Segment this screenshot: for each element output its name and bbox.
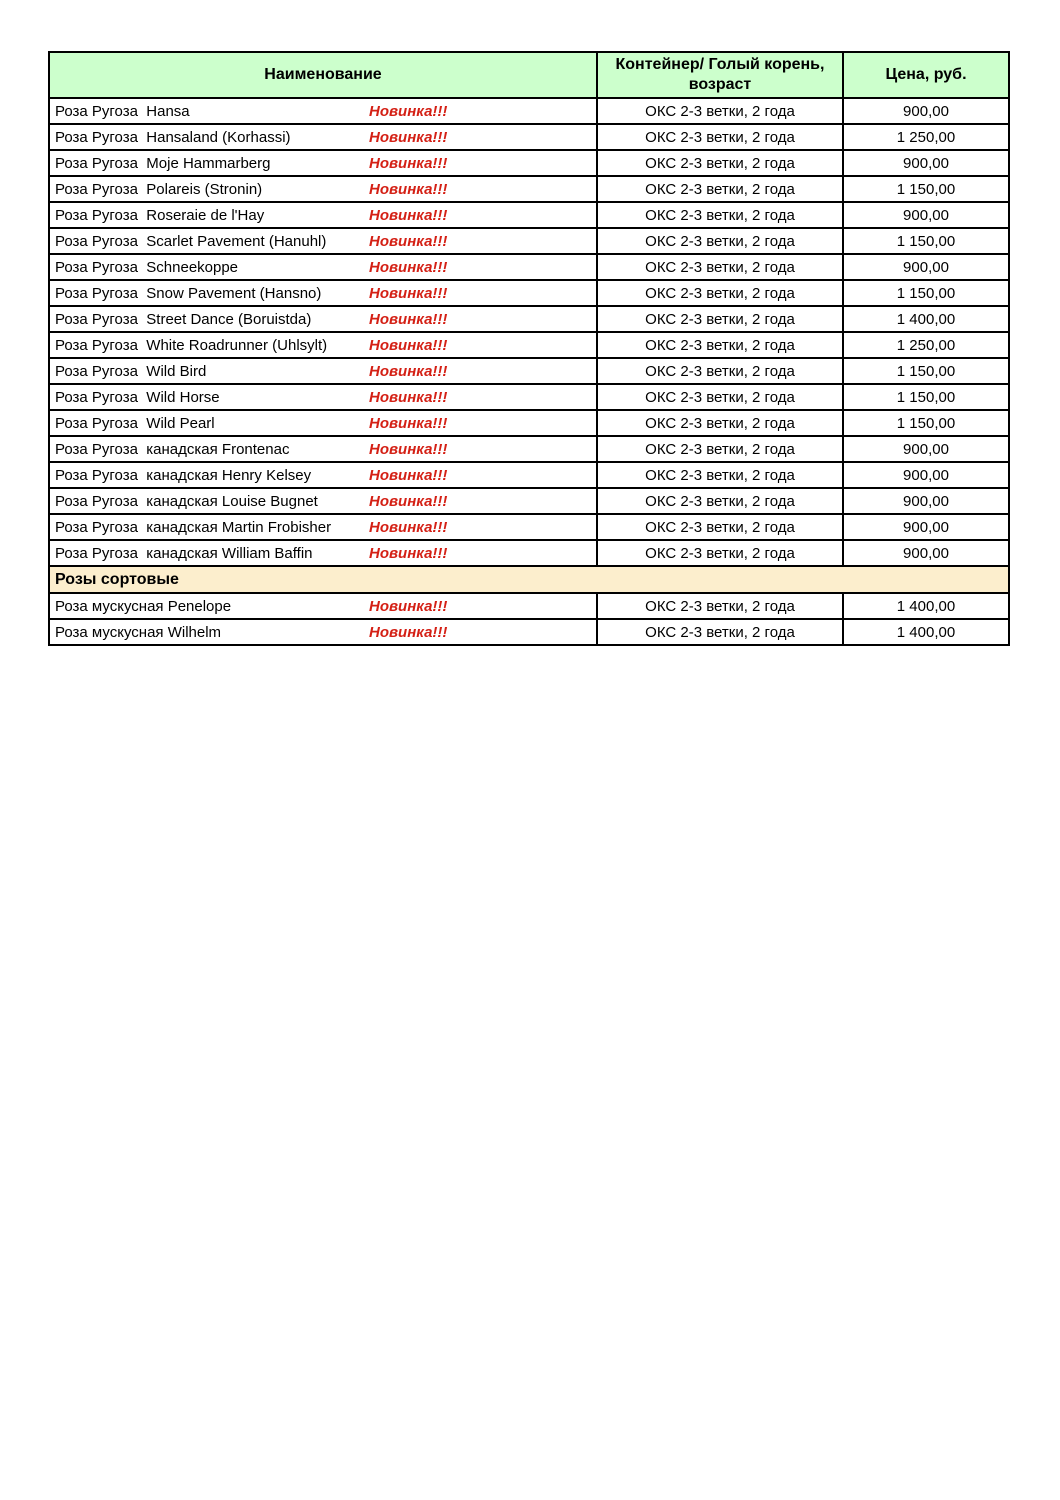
header-container: Контейнер/ Голый корень, возраст	[597, 52, 843, 98]
container-cell: ОКС 2-3 ветки, 2 года	[597, 332, 843, 358]
price-cell: 900,00	[843, 98, 1009, 124]
container-cell: ОКС 2-3 ветки, 2 года	[597, 280, 843, 306]
new-badge: Новинка!!!	[369, 284, 448, 302]
table-row	[49, 280, 1009, 306]
new-badge: Новинка!!!	[369, 597, 448, 615]
name-cell	[49, 150, 597, 176]
price-cell: 1 150,00	[843, 176, 1009, 202]
container-cell: ОКС 2-3 ветки, 2 года	[597, 593, 843, 619]
new-badge: Новинка!!!	[369, 232, 448, 250]
container-cell: ОКС 2-3 ветки, 2 года	[597, 384, 843, 410]
price-cell: 900,00	[843, 254, 1009, 280]
name-cell	[49, 593, 597, 619]
table-row	[49, 540, 1009, 566]
new-badge: Новинка!!!	[369, 414, 448, 432]
new-badge: Новинка!!!	[369, 623, 448, 641]
section-label: Розы сортовые	[49, 566, 1009, 593]
price-cell: 1 150,00	[843, 280, 1009, 306]
table-row	[49, 462, 1009, 488]
plant-name: Роза Ругоза Moje Hammarberg	[55, 154, 271, 172]
plant-name: Роза Ругоза Wild Horse	[55, 388, 220, 406]
container-cell: ОКС 2-3 ветки, 2 года	[597, 124, 843, 150]
price-cell: 1 400,00	[843, 593, 1009, 619]
new-badge: Новинка!!!	[369, 102, 448, 120]
price-cell: 1 150,00	[843, 358, 1009, 384]
container-cell: ОКС 2-3 ветки, 2 года	[597, 619, 843, 645]
table-row	[49, 514, 1009, 540]
name-cell	[49, 619, 597, 645]
new-badge: Новинка!!!	[369, 362, 448, 380]
plant-name: Роза Ругоза Street Dance (Boruistda)	[55, 310, 312, 328]
price-cell: 1 400,00	[843, 619, 1009, 645]
table-row	[49, 332, 1009, 358]
container-cell: ОКС 2-3 ветки, 2 года	[597, 306, 843, 332]
table-row	[49, 384, 1009, 410]
name-cell	[49, 436, 597, 462]
name-cell	[49, 306, 597, 332]
table-row	[49, 124, 1009, 150]
new-badge: Новинка!!!	[369, 388, 448, 406]
container-cell: ОКС 2-3 ветки, 2 года	[597, 228, 843, 254]
table-row	[49, 488, 1009, 514]
new-badge: Новинка!!!	[369, 180, 448, 198]
price-cell: 1 400,00	[843, 306, 1009, 332]
name-cell	[49, 488, 597, 514]
price-cell: 900,00	[843, 150, 1009, 176]
plant-name: Роза Ругоза Hansa	[55, 102, 190, 120]
plant-name: Роза Ругоза канадская Martin Frobisher	[55, 518, 332, 536]
name-cell	[49, 124, 597, 150]
price-cell: 1 150,00	[843, 384, 1009, 410]
container-cell: ОКС 2-3 ветки, 2 года	[597, 410, 843, 436]
table-row	[49, 150, 1009, 176]
name-cell	[49, 176, 597, 202]
table-row	[49, 619, 1009, 645]
plant-name: Роза Ругоза Snow Pavement (Hansno)	[55, 284, 322, 302]
header-row	[49, 52, 1009, 98]
name-cell	[49, 254, 597, 280]
name-cell	[49, 332, 597, 358]
table-row	[49, 98, 1009, 124]
name-cell	[49, 358, 597, 384]
section-row	[49, 566, 1009, 593]
price-cell: 900,00	[843, 462, 1009, 488]
new-badge: Новинка!!!	[369, 492, 448, 510]
price-table	[48, 51, 1010, 646]
name-cell	[49, 540, 597, 566]
plant-name: Роза Ругоза канадская William Baffin	[55, 544, 313, 562]
table-row	[49, 410, 1009, 436]
plant-name: Роза Ругоза канадская Louise Bugnet	[55, 492, 318, 510]
name-cell	[49, 202, 597, 228]
price-list-page	[48, 51, 1010, 646]
container-cell: ОКС 2-3 ветки, 2 года	[597, 150, 843, 176]
table-row	[49, 176, 1009, 202]
name-cell	[49, 280, 597, 306]
header-price: Цена, руб.	[843, 52, 1009, 98]
container-cell: ОКС 2-3 ветки, 2 года	[597, 488, 843, 514]
price-cell: 900,00	[843, 202, 1009, 228]
container-cell: ОКС 2-3 ветки, 2 года	[597, 462, 843, 488]
name-cell	[49, 384, 597, 410]
name-cell	[49, 98, 597, 124]
new-badge: Новинка!!!	[369, 206, 448, 224]
plant-name: Роза Ругоза Schneekoppe	[55, 258, 239, 276]
table-row	[49, 436, 1009, 462]
table-row	[49, 593, 1009, 619]
container-cell: ОКС 2-3 ветки, 2 года	[597, 540, 843, 566]
container-cell: ОКС 2-3 ветки, 2 года	[597, 202, 843, 228]
new-badge: Новинка!!!	[369, 544, 448, 562]
container-cell: ОКС 2-3 ветки, 2 года	[597, 176, 843, 202]
table-row	[49, 358, 1009, 384]
container-cell: ОКС 2-3 ветки, 2 года	[597, 98, 843, 124]
plant-name: Роза Ругоза Hansaland (Korhassi)	[55, 128, 291, 146]
container-cell: ОКС 2-3 ветки, 2 года	[597, 436, 843, 462]
plant-name: Роза Ругоза канадская Henry Kelsey	[55, 466, 312, 484]
price-cell: 1 250,00	[843, 124, 1009, 150]
price-cell: 1 150,00	[843, 410, 1009, 436]
price-cell: 1 150,00	[843, 228, 1009, 254]
new-badge: Новинка!!!	[369, 154, 448, 172]
new-badge: Новинка!!!	[369, 310, 448, 328]
plant-name: Роза Ругоза Polareis (Stronin)	[55, 180, 263, 198]
container-cell: ОКС 2-3 ветки, 2 года	[597, 514, 843, 540]
name-cell	[49, 514, 597, 540]
plant-name: Роза мускусная Wilhelm	[55, 623, 222, 641]
new-badge: Новинка!!!	[369, 128, 448, 146]
plant-name: Роза Ругоза Wild Pearl	[55, 414, 215, 432]
price-cell: 900,00	[843, 488, 1009, 514]
name-cell	[49, 410, 597, 436]
new-badge: Новинка!!!	[369, 466, 448, 484]
table-row	[49, 254, 1009, 280]
price-cell: 1 250,00	[843, 332, 1009, 358]
name-cell	[49, 462, 597, 488]
table-row	[49, 228, 1009, 254]
new-badge: Новинка!!!	[369, 440, 448, 458]
plant-name: Роза Ругоза White Roadrunner (Uhlsylt)	[55, 336, 328, 354]
plant-name: Роза мускусная Penelope	[55, 597, 232, 615]
plant-name: Роза Ругоза канадская Frontenac	[55, 440, 290, 458]
price-cell: 900,00	[843, 514, 1009, 540]
header-name: Наименование	[49, 52, 597, 98]
container-cell: ОКС 2-3 ветки, 2 года	[597, 358, 843, 384]
name-cell	[49, 228, 597, 254]
new-badge: Новинка!!!	[369, 336, 448, 354]
price-cell: 900,00	[843, 436, 1009, 462]
plant-name: Роза Ругоза Wild Bird	[55, 362, 207, 380]
plant-name: Роза Ругоза Roseraie de l'Hay	[55, 206, 265, 224]
table-row	[49, 306, 1009, 332]
new-badge: Новинка!!!	[369, 258, 448, 276]
plant-name: Роза Ругоза Scarlet Pavement (Hanuhl)	[55, 232, 327, 250]
container-cell: ОКС 2-3 ветки, 2 года	[597, 254, 843, 280]
table-row	[49, 202, 1009, 228]
new-badge: Новинка!!!	[369, 518, 448, 536]
price-table-body	[49, 98, 1009, 645]
price-cell: 900,00	[843, 540, 1009, 566]
